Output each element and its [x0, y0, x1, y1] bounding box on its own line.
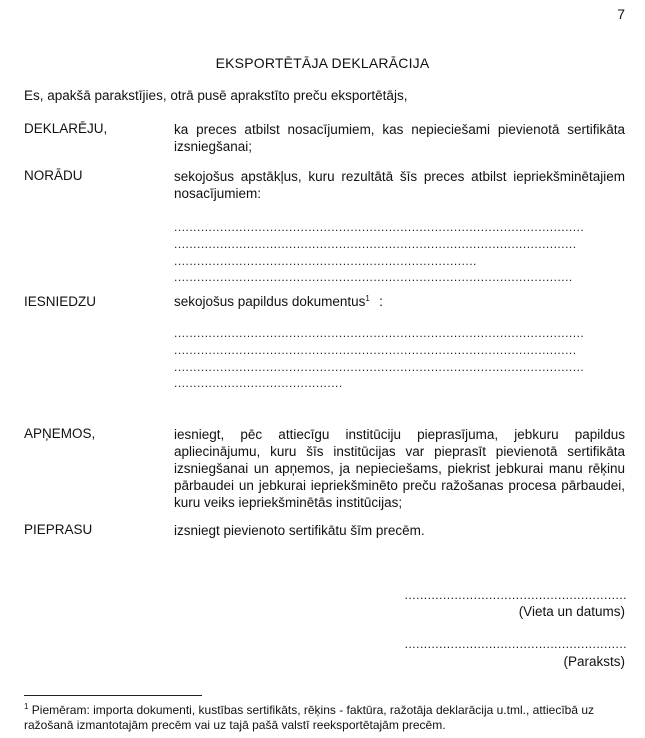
dot-line: ...........................................................................................................	[174, 220, 585, 234]
label-noradu: NORĀDU	[24, 168, 83, 183]
dot-line: ...........................................................................................................	[174, 360, 585, 374]
text-iesniedzu-colon: :	[375, 294, 383, 309]
text-iesniedzu	[174, 294, 383, 309]
footnote	[24, 699, 629, 733]
intro-text: Es, apakšā parakstījies, otrā pusē aprakstīto preču eksportētājs,	[24, 88, 408, 103]
dot-line: ............................................	[174, 376, 343, 390]
text-noradu: sekojošus apstākļus, kuru rezultātā šīs preces atbilst iepriekšminētajiem nosacījumiem:	[174, 169, 625, 201]
footnote-marker: 1	[24, 702, 29, 711]
label-apnemos: APŅEMOS,	[24, 426, 96, 441]
dot-line: .........................................................................................................	[174, 237, 577, 251]
label-pieprasu: PIEPRASU	[24, 522, 93, 537]
dot-line: .........................................................................................................	[174, 343, 577, 357]
dot-line: ........................................................................................................	[174, 270, 573, 284]
signature-label: (Paraksts)	[563, 654, 625, 669]
place-date-label: (Vieta un datums)	[518, 604, 625, 619]
text-deklareju: ka preces atbilst nosacījumiem, kas nepieciešami pievienotā sertifikāta izsniegšanai;	[174, 122, 625, 154]
document-title: EKSPORTĒTĀJA DEKLARĀCIJA	[215, 55, 430, 71]
text-pieprasu: izsniegt pievienoto sertifikātu šīm precēm.	[174, 523, 425, 538]
dot-line: ...........................................................................................................	[174, 326, 585, 340]
footnote-text: Piemēram: importa dokumenti, kustības sertifikāts, rēķins - faktūra, ražotāja deklarācija u.tml., attiecībā uz ražošanā izmantotajām precēm vai uz tajā pašā valstī reeksportētajām precēm.	[24, 703, 595, 732]
place-date-line: ..........................................................	[404, 588, 627, 602]
label-deklareju: DEKLARĒJU,	[24, 121, 108, 136]
dot-line: ...............................................................................	[174, 254, 477, 268]
text-iesniedzu-main: sekojošus papildus dokumentus	[174, 294, 366, 309]
page-number: 7	[617, 6, 625, 22]
label-iesniedzu: IESNIEDZU	[24, 294, 97, 309]
footnote-reference: 1	[365, 294, 370, 303]
text-apnemos: iesniegt, pēc attiecīgu institūciju pieprasījuma, jebkuru papildus apliecinājumu, kuru šīs institūcijas var pieprasīt pievienotā sertifikāta izsniegšanai un apņemos, ja nepieciešams, piekrist jebkurai manu rēķinu pārbaudei un jebkurai iepriekšminēto preču ražošanas procesa pārbaudei, kuru veiks iepriekšminētās institūcijas;	[174, 427, 625, 510]
signature-line: ..........................................................	[404, 637, 627, 651]
footnote-separator	[24, 695, 202, 696]
